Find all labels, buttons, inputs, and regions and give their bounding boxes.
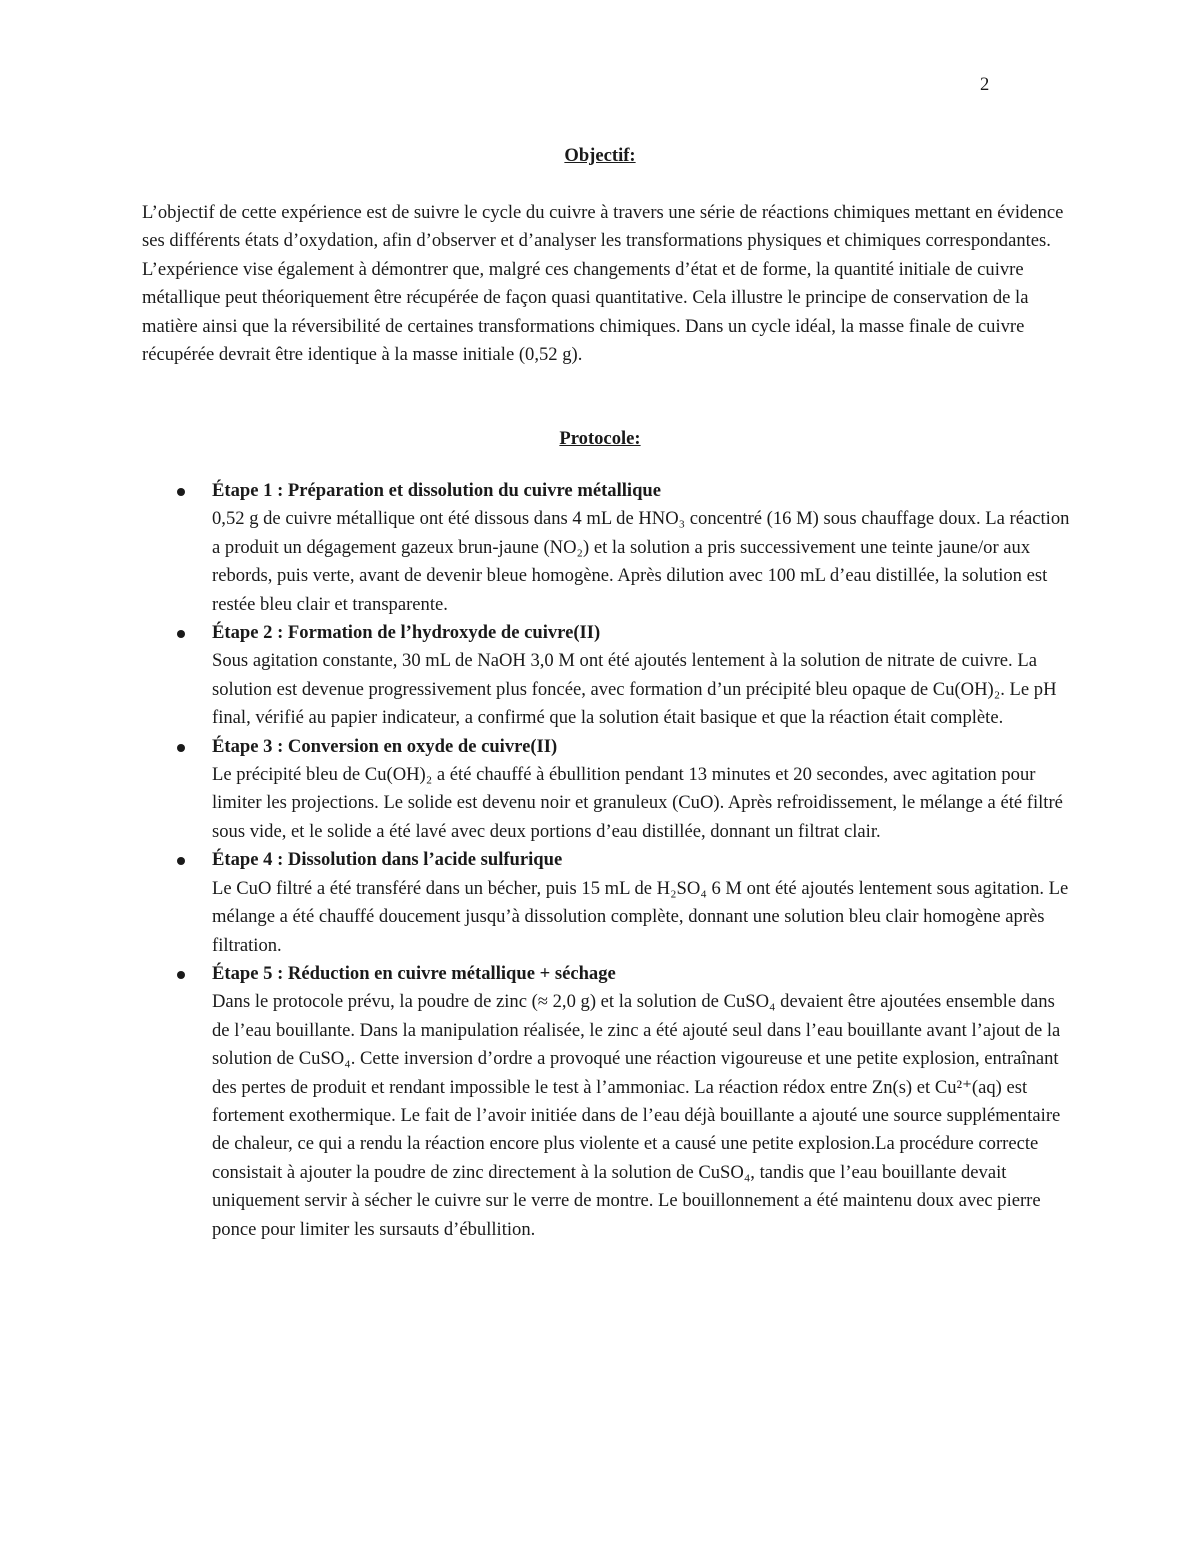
step-body: Dans le protocole prévu, la poudre de zinc (≈ 2,0 g) et la solution de CuSO₄ devaient être ajoutées ensemble dans de l’eau bouillante. Dans la manipulation réalisée, le zinc a été ajouté seul dans l’eau bouillante avant l’ajout de la solution de CuSO₄. Cette inversion d’ordre a provoqué une réaction vigoureuse et une petite explosion, entraînant des pertes de produit et rendant impossible le test à l’ammoniac. La réaction rédox entre Zn(s) et Cu²⁺(aq) est fortement exothermique. Le fait de l’avoir initiée dans de l’eau déjà bouillante a ajouté une source supplémentaire de chaleur, ce qui a rendu la réaction encore plus violente et a causé une petite explosion.La procédure correcte consistait à ajouter la poudre de zinc directement à la solution de CuSO₄, tandis que l’eau bouillante devait uniquement servir à sécher le cuivre sur le verre de montre. Le bouillonnement a été maintenu doux avec pierre ponce pour limiter les sursauts d’ébullition.	[212, 991, 1061, 1240]
bullet-icon	[177, 630, 185, 638]
list-item	[0, 960, 1072, 1244]
step-title: Étape 1 : Préparation et dissolution du cuivre métallique	[212, 480, 662, 501]
objectif-paragraph: L’objectif de cette expérience est de suivre le cycle du cuivre à travers une série de réactions chimiques mettant en évidence ses différents états d’oxydation, afin d’observer et d’analyser les transformations physiques et chimiques correspondantes. L’expérience vise également à démontrer que, malgré ces changements d’état et de forme, la quantité initiale de cuivre métallique peut théoriquement être récupérée de façon quasi quantitative. Cela illustre le principe de conservation de la matière ainsi que la réversibilité de certaines transformations chimiques. Dans un cycle idéal, la masse finale de cuivre récupérée devrait être identique à la masse initiale (0,52 g).	[142, 202, 1064, 366]
step-body: 0,52 g de cuivre métallique ont été dissous dans 4 mL de HNO₃ concentré (16 M) sous chauffage doux. La réaction a produit un dégagement gazeux brun-jaune (NO₂) et la solution a pris successivement une teinte jaune/or aux rebords, puis verte, avant de devenir bleue homogène. Après dilution avec 100 mL d’eau distillée, la solution est restée bleu clair et transparente.	[212, 508, 1070, 615]
step-title: Étape 3 : Conversion en oxyde de cuivre(II)	[212, 735, 558, 757]
step-title: Étape 5 : Réduction en cuivre métallique + séchage	[212, 962, 616, 984]
step-title: Étape 2 : Formation de l’hydroxyde de cuivre(II)	[212, 622, 601, 644]
bullet-icon	[177, 744, 185, 752]
step-body: Sous agitation constante, 30 mL de NaOH 3,0 M ont été ajoutés lentement à la solution de nitrate de cuivre. La solution est devenue progressivement plus foncée, avec formation d’un précipité bleu opaque de Cu(OH)₂. Le pH final, vérifié au papier indicateur, a confirmé que la solution était basique et que la réaction était complète.	[212, 650, 1057, 729]
step-title: Étape 4 : Dissolution dans l’acide sulfurique	[212, 849, 563, 871]
bullet-icon	[177, 488, 185, 496]
bullet-icon	[177, 971, 185, 979]
step-body: Le précipité bleu de Cu(OH)₂ a été chauffé à ébullition pendant 13 minutes et 20 secondes, avec agitation pour limiter les projections. Le solide est devenu noir et granuleux (CuO). Après refroidissement, le mélange a été filtré sous vide, et le solide a été lavé avec deux portions d’eau distillée, donnant un filtrat clair.	[212, 764, 1063, 842]
list-item	[0, 846, 1072, 960]
bullet-icon	[177, 857, 185, 865]
objectif-heading: Objectif:	[564, 145, 636, 166]
list-item	[0, 619, 1072, 733]
protocole-steps-list	[0, 477, 1200, 1244]
page-number: 2	[980, 74, 990, 95]
step-body: Le CuO filtré a été transféré dans un bécher, puis 15 mL de H₂SO₄ 6 M ont été ajoutés lentement sous agitation. Le mélange a été chauffé doucement jusqu’à dissolution complète, donnant une solution bleu clair homogène après filtration.	[212, 877, 1069, 956]
list-item	[0, 733, 1072, 847]
protocole-heading: Protocole:	[559, 428, 641, 449]
list-item	[0, 477, 1072, 619]
